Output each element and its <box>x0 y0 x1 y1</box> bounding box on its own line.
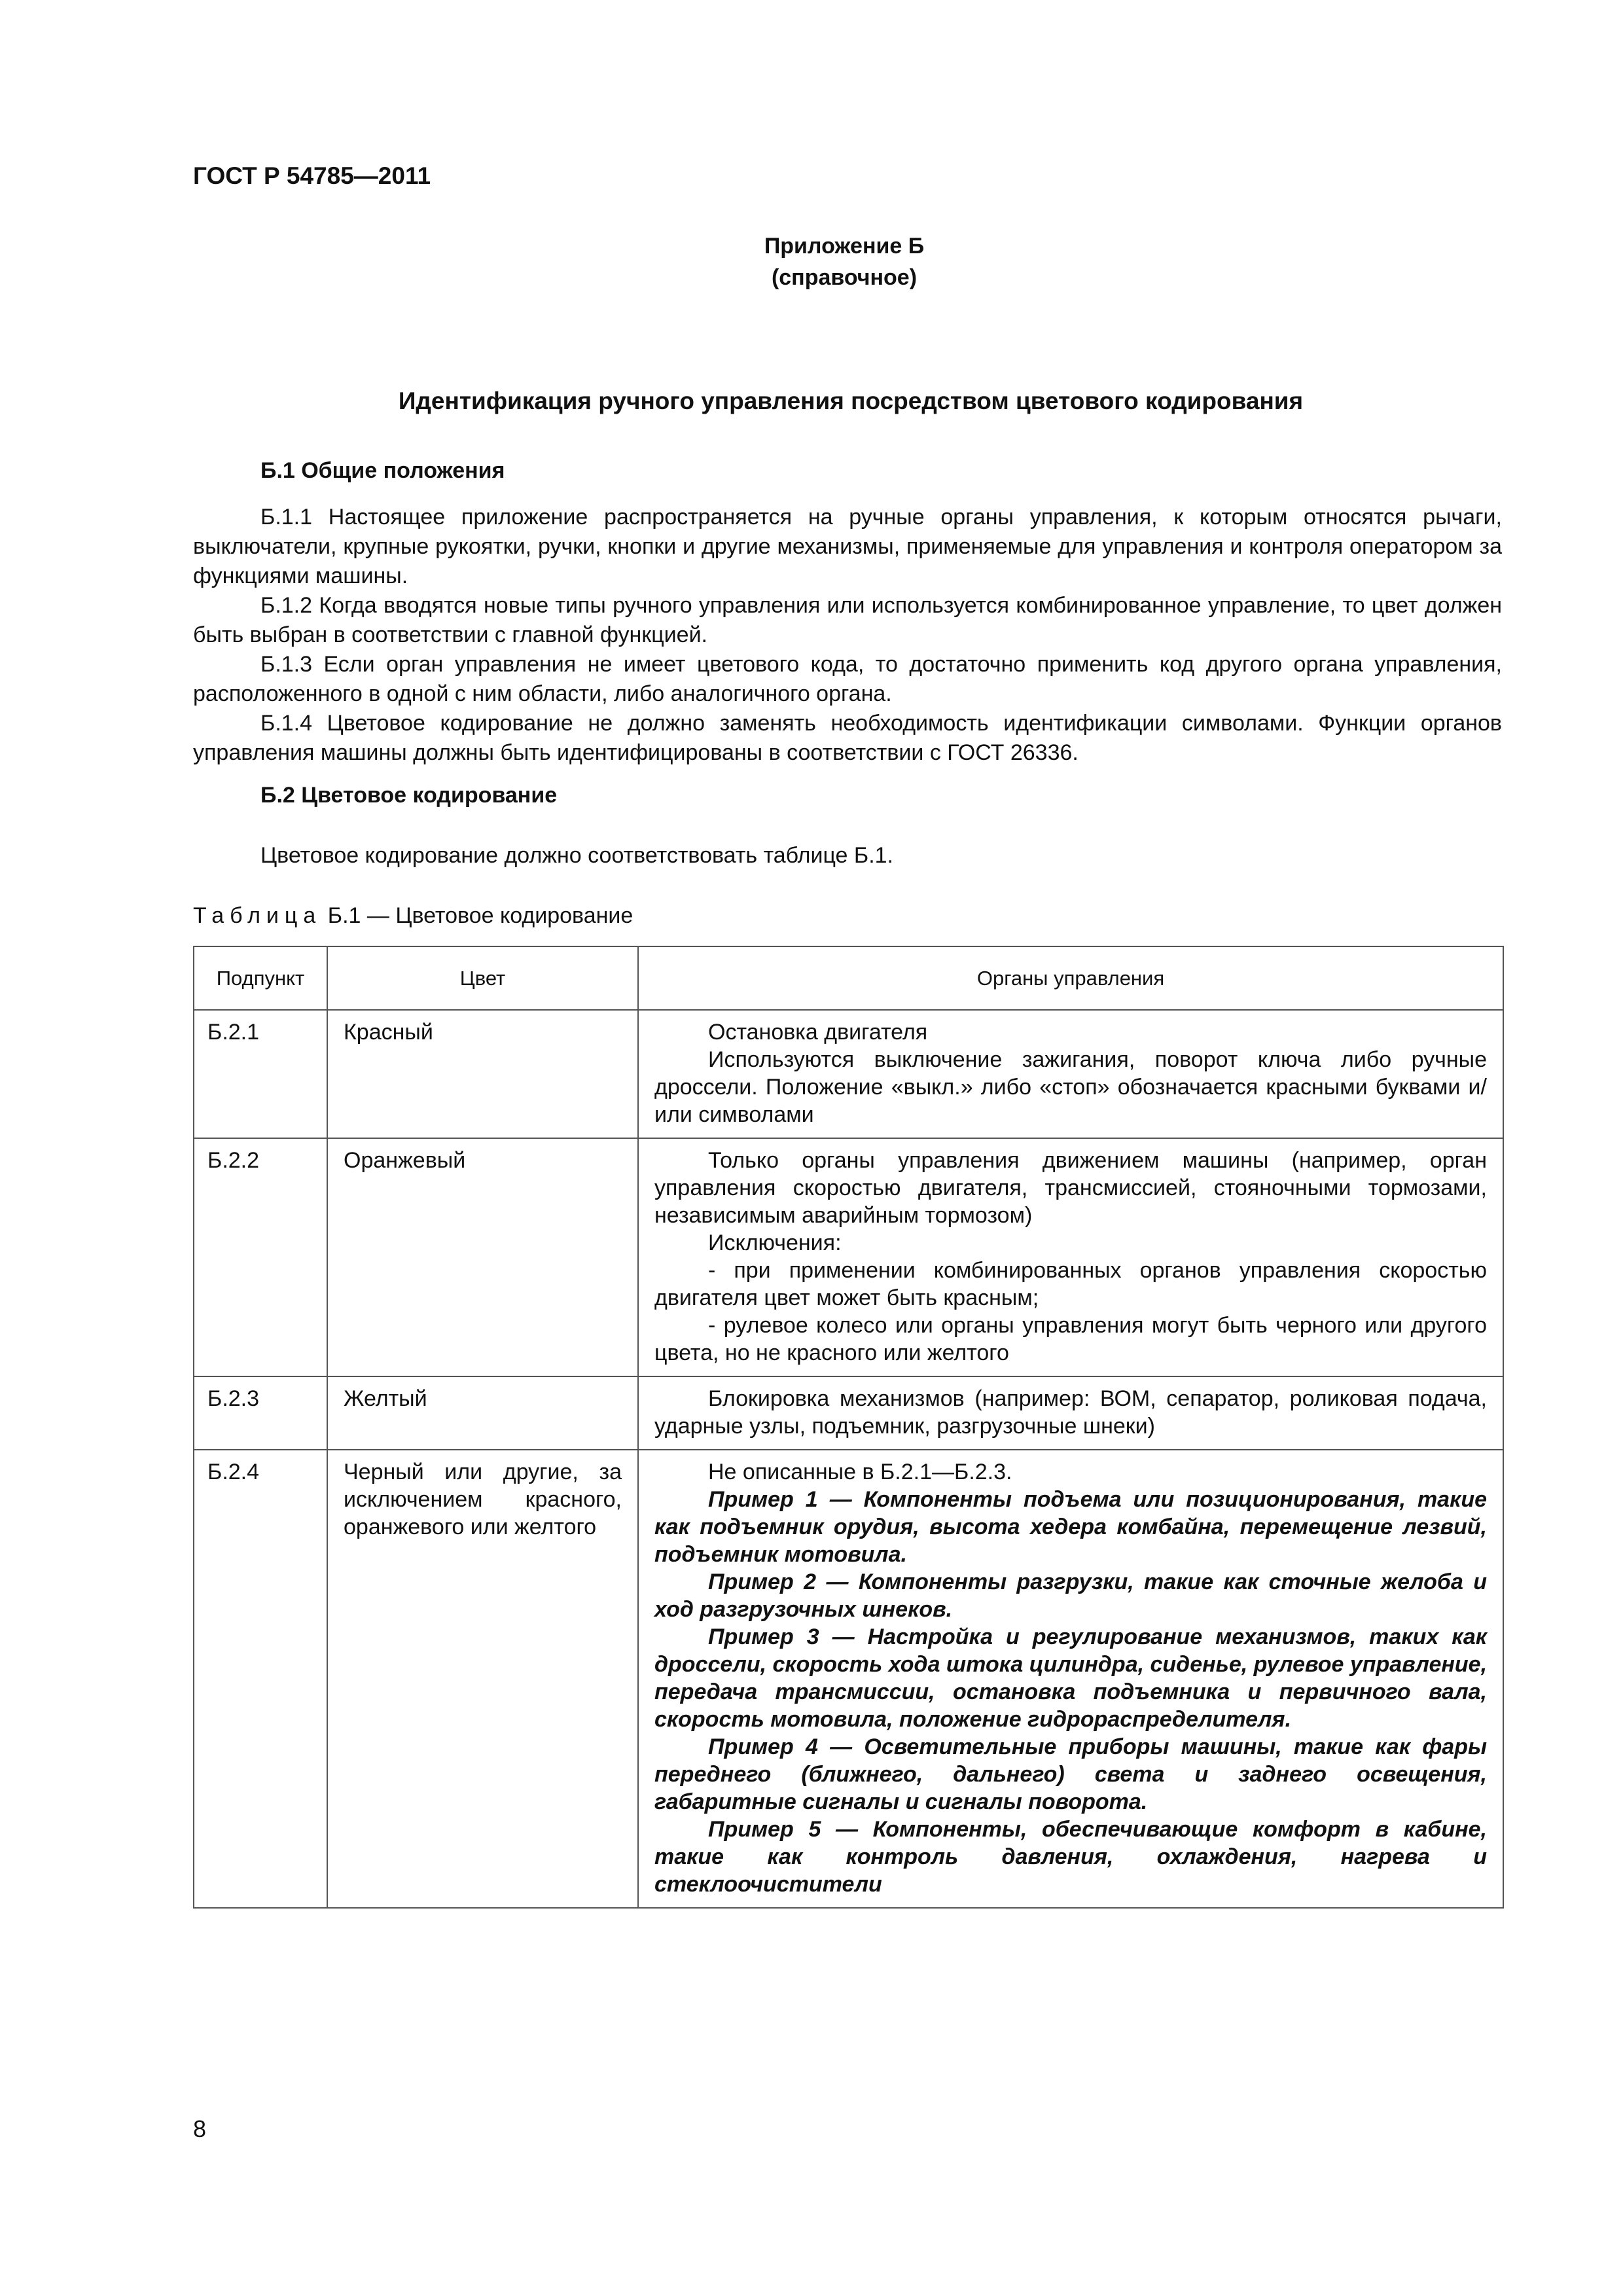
table-header-row <box>194 946 1503 1010</box>
appendix-title: Идентификация ручного управления посредством цветового кодирования <box>398 387 1304 414</box>
row-code: Б.2.3 <box>194 1376 327 1450</box>
paragraph-b1-1: Б.1.1 Настоящее приложение распространяется на ручные органы управления, к которым относятся рычаги, выключатели, крупные рукоятки, ручки, кнопки и другие механизмы, применяемые для управления и контроля оператором за функциями машины. <box>193 505 1502 588</box>
example-1: Пример 1 — Компоненты подъема или позиционирования, такие как подъемник орудия, высота хедера комбайна, перемещение лезвий, подъемник мотовила. <box>654 1487 1487 1567</box>
row-color: Красный <box>327 1010 638 1138</box>
example-3: Пример 3 — Настройка и регулирование механизмов, таких как дроссели, скорость хода штока цилиндра, сиденье, рулевое управление, передача трансмиссии, остановка подъемника и первичного вала, скорость мотовила, положение гидрораспределителя. <box>654 1624 1488 1732</box>
appendix-heading <box>0 230 1623 293</box>
example-2: Пример 2 — Компоненты разгрузки, такие как сточные желоба и ход разгрузочных шнеков. <box>654 1570 1487 1622</box>
document-code: ГОСТ Р 54785—2011 <box>193 162 431 189</box>
example-5: Пример 5 — Компоненты, обеспечивающие комфорт в кабине, такие как контроль давления, охлаждения, нагрева и стеклоочистители <box>654 1817 1487 1897</box>
color-coding-table <box>193 946 1504 1909</box>
row-color: Желтый <box>327 1376 638 1450</box>
table-row <box>194 1138 1503 1376</box>
page-number: 8 <box>193 2115 207 2142</box>
section-heading-b1: Б.1 Общие положения <box>260 458 505 483</box>
paragraph-b1-4: Б.1.4 Цветовое кодирование не должно заменять необходимость идентификации символами. Функции органов управления машины должны быть идентифицированы в соответствии с ГОСТ 26336. <box>193 711 1502 765</box>
row-controls: Остановка двигателя Используются выключение зажигания, поворот ключа либо ручные дроссели. Положение «выкл.» либо «стоп» обозначается красными буквами и/или символами <box>638 1010 1503 1138</box>
row-controls: Блокировка механизмов (например: ВОМ, сепаратор, роликовая подача, ударные узлы, подъемник, разгрузочные шнеки) <box>638 1376 1503 1450</box>
table-row <box>194 1010 1503 1138</box>
row-code: Б.2.1 <box>194 1010 327 1138</box>
row-controls: Не описанные в Б.2.1—Б.2.3. Пример 1 — Компоненты подъема или позиционирования, такие как подъемник орудия, высота хедера комбайна, перемещение лезвий, подъемник мотовила. Пример 2 — Компоненты разгрузки, такие как сточные желоба и ход разгрузочных шнеков. Пример 3 — Настройка и регулирование механизмов, таких как дроссели, скорость хода штока цилиндра, сиденье, рулевое управление, передача трансмиссии, остановка подъемника и первичного вала, скорость мотовила, положение гидрораспределителя. Пример 4 — Осветительные приборы машины, такие как фары переднего (ближнего, дальнего) света и заднего освещения, габаритные сигналы и сигналы поворота. Пример 5 — Компоненты, обеспечивающие комфорт в кабине, такие как контроль давления, охлаждения, нагрева и стеклоочистители <box>638 1450 1503 1908</box>
row-code: Б.2.4 <box>194 1450 327 1908</box>
row-color: Оранжевый <box>327 1138 638 1376</box>
row-controls: Только органы управления движением машины (например, орган управления скоростью двигателя, трансмиссией, стояночными тормозами, независимым аварийным тормозом) Исключения: - при применении комбинированных органов управления скоростью двигателя цвет может быть красным; - рулевое колесо или органы управления могут быть черного или другого цвета, но не красного или желтого <box>638 1138 1503 1376</box>
paragraph-b1-3: Б.1.3 Если орган управления не имеет цветового кода, то достаточно применить код другого органа управления, расположенного в одной с ним области, либо аналогичного органа. <box>193 652 1502 706</box>
header-controls: Органы управления <box>638 946 1503 1010</box>
table-row <box>194 1450 1503 1908</box>
section-heading-b2: Б.2 Цветовое кодирование <box>260 783 558 808</box>
appendix-type: (справочное) <box>771 265 918 290</box>
row-color: Черный или другие, за исключением красного, оранжевого или желтого <box>327 1450 638 1908</box>
row-code: Б.2.2 <box>194 1138 327 1376</box>
header-subitem: Подпункт <box>194 946 327 1010</box>
paragraph-b2: Цветовое кодирование должно соответствовать таблице Б.1. <box>260 843 894 868</box>
header-color: Цвет <box>327 946 638 1010</box>
example-4: Пример 4 — Осветительные приборы машины, такие как фары переднего (ближнего, дальнего) света и заднего освещения, габаритные сигналы и сигналы поворота. <box>654 1734 1487 1814</box>
appendix-label: Приложение Б <box>764 234 925 259</box>
table-caption: Таблица Б.1 — Цветовое кодирование <box>193 903 633 928</box>
table-row <box>194 1376 1503 1450</box>
paragraph-b1-2: Б.1.2 Когда вводятся новые типы ручного управления или используется комбинированное управление, то цвет должен быть выбран в соответствии с главной функцией. <box>193 593 1502 647</box>
